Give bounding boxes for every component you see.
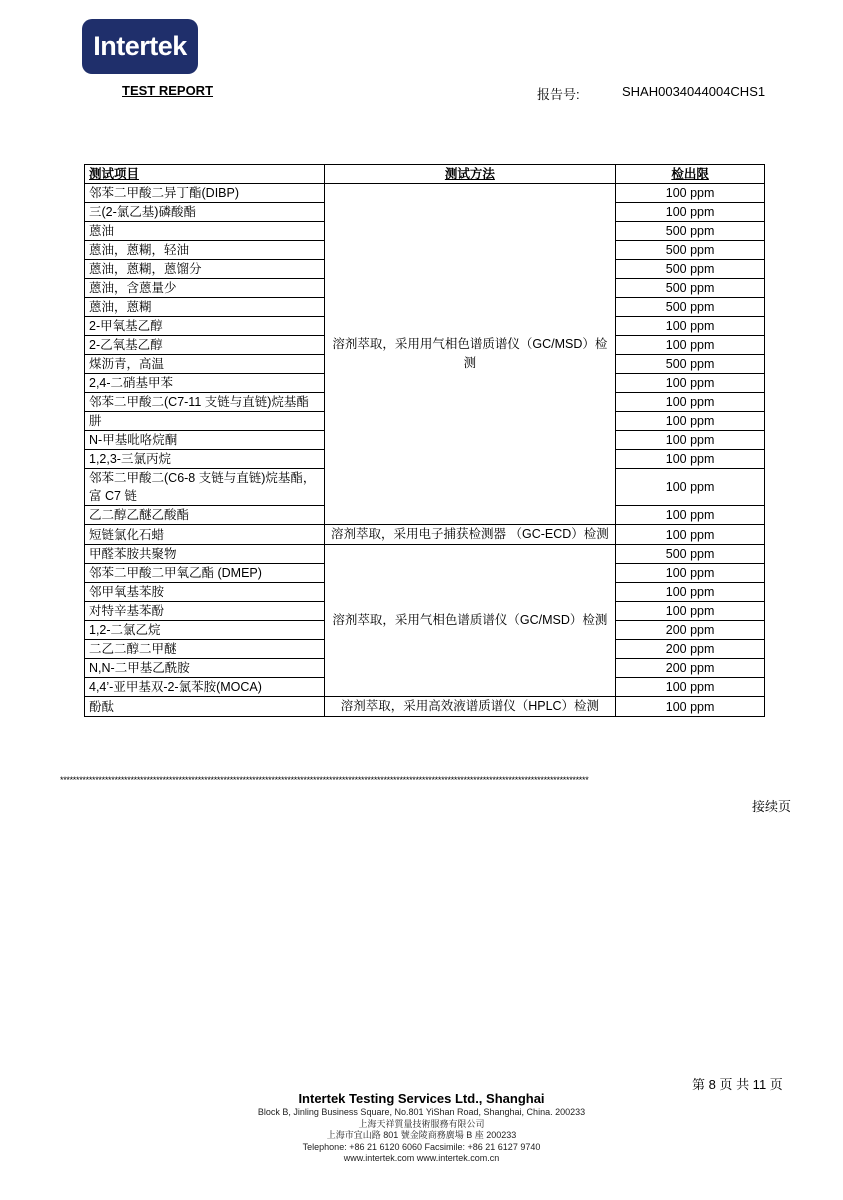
- test-item: 蒽油，含蒽量少: [85, 279, 325, 298]
- footer: [0, 1091, 843, 1165]
- test-item: 蒽油，蒽糊: [85, 298, 325, 317]
- detection-limit: 500 ppm: [616, 355, 765, 374]
- results-table: [84, 164, 765, 717]
- detection-limit: 500 ppm: [616, 241, 765, 260]
- test-item: N,N-二甲基乙酰胺: [85, 659, 325, 678]
- detection-limit: 100 ppm: [616, 583, 765, 602]
- detection-limit: 100 ppm: [616, 602, 765, 621]
- test-item: 蒽油，蒽糊，蒽馏分: [85, 260, 325, 279]
- test-item: 煤沥青，高温: [85, 355, 325, 374]
- table-row: [85, 525, 765, 545]
- test-method: 溶剂萃取，采用电子捕获检测器 （GC-ECD）检测: [324, 525, 616, 545]
- detection-limit: 100 ppm: [616, 317, 765, 336]
- detection-limit: 200 ppm: [616, 621, 765, 640]
- column-header-item: 测试项目: [85, 165, 325, 184]
- footer-address-cn: 上海市宜山路 801 號金陵商務廣場 B 座 200233: [326, 1130, 517, 1140]
- test-item: 短链氯化石蜡: [85, 525, 325, 545]
- footer-web: www.intertek.com www.intertek.com.cn: [343, 1153, 500, 1163]
- table-header-row: [85, 165, 765, 184]
- detection-limit: 500 ppm: [616, 279, 765, 298]
- detection-limit: 100 ppm: [616, 469, 765, 506]
- test-item: 2,4-二硝基甲苯: [85, 374, 325, 393]
- detection-limit: 100 ppm: [616, 697, 765, 717]
- test-item: 酚酞: [85, 697, 325, 717]
- detection-limit: 500 ppm: [616, 260, 765, 279]
- detection-limit: 200 ppm: [616, 659, 765, 678]
- test-item: 邻苯二甲酸二甲氧乙酯 (DMEP): [85, 564, 325, 583]
- detection-limit: 500 ppm: [616, 545, 765, 564]
- footer-address-en: Block B, Jinling Business Square, No.801 YiShan Road, Shanghai, China. 200233: [257, 1107, 586, 1117]
- intertek-logo: Intertek: [82, 19, 198, 74]
- test-item: 对特辛基苯酚: [85, 602, 325, 621]
- detection-limit: 100 ppm: [616, 678, 765, 697]
- test-item: 1,2,3-三氯丙烷: [85, 450, 325, 469]
- detection-limit: 100 ppm: [616, 336, 765, 355]
- test-item: 三(2-氯乙基)磷酸酯: [85, 203, 325, 222]
- test-item: 邻苯二甲酸二异丁酯(DIBP): [85, 184, 325, 203]
- column-header-limit: 检出限: [616, 165, 765, 184]
- report-number: SHAH0034044004CHS1: [622, 84, 766, 99]
- test-item: N-甲基吡咯烷酮: [85, 431, 325, 450]
- footer-company-cn: 上海天祥質量技術服務有限公司: [358, 1118, 485, 1129]
- detection-limit: 100 ppm: [616, 564, 765, 583]
- test-item: 蒽油，蒽糊，轻油: [85, 241, 325, 260]
- page-indicator: 第 8 页 共 11 页: [692, 1077, 783, 1092]
- test-method: 溶剂萃取，采用高效液谱质谱仪（HPLC）检测: [324, 697, 616, 717]
- test-item: 2-乙氧基乙醇: [85, 336, 325, 355]
- table-row: [85, 697, 765, 717]
- detection-limit: 100 ppm: [616, 450, 765, 469]
- footer-company: Intertek Testing Services Ltd., Shanghai: [298, 1091, 545, 1106]
- report-title: TEST REPORT: [122, 83, 214, 98]
- footer-phone: Telephone: +86 21 6120 6060 Facsimile: +86 21 6127 9740: [302, 1141, 541, 1152]
- table-row: [85, 184, 765, 203]
- test-item: 甲醛苯胺共聚物: [85, 545, 325, 564]
- report-number-label: 报告号:: [537, 87, 580, 102]
- test-item: 肼: [85, 412, 325, 431]
- detection-limit: 100 ppm: [616, 393, 765, 412]
- test-method: 溶剂萃取，采用用气相色谱质谱仪（GC/MSD）检测: [324, 184, 616, 525]
- test-item: 蒽油: [85, 222, 325, 241]
- test-item: 1,2-二氯乙烷: [85, 621, 325, 640]
- test-item: 邻苯二甲酸二(C6-8 支链与直链)烷基酯，富 C7 链: [85, 469, 325, 506]
- detection-limit: 100 ppm: [616, 525, 765, 545]
- test-item: 乙二醇乙醚乙酸酯: [85, 506, 325, 525]
- test-item: 4,4’-亚甲基双-2-氯苯胺(MOCA): [85, 678, 325, 697]
- column-header-method: 测试方法: [324, 165, 616, 184]
- test-item: 邻苯二甲酸二(C7-11 支链与直链)烷基酯: [85, 393, 325, 412]
- detection-limit: 100 ppm: [616, 374, 765, 393]
- table-row: [85, 545, 765, 564]
- detection-limit: 200 ppm: [616, 640, 765, 659]
- detection-limit: 100 ppm: [616, 431, 765, 450]
- test-method: 溶剂萃取，采用气相色谱质谱仪（GC/MSD）检测: [324, 545, 616, 697]
- detection-limit: 500 ppm: [616, 222, 765, 241]
- detection-limit: 100 ppm: [616, 184, 765, 203]
- continued-label: 接续页: [752, 799, 792, 814]
- detection-limit: 500 ppm: [616, 298, 765, 317]
- detection-limit: 100 ppm: [616, 412, 765, 431]
- test-item: 2-甲氧基乙醇: [85, 317, 325, 336]
- test-item: 二乙二醇二甲醚: [85, 640, 325, 659]
- test-item: 邻甲氧基苯胺: [85, 583, 325, 602]
- detection-limit: 100 ppm: [616, 506, 765, 525]
- end-separator: *********************************************************************************************************************************************************************: [60, 775, 589, 785]
- detection-limit: 100 ppm: [616, 203, 765, 222]
